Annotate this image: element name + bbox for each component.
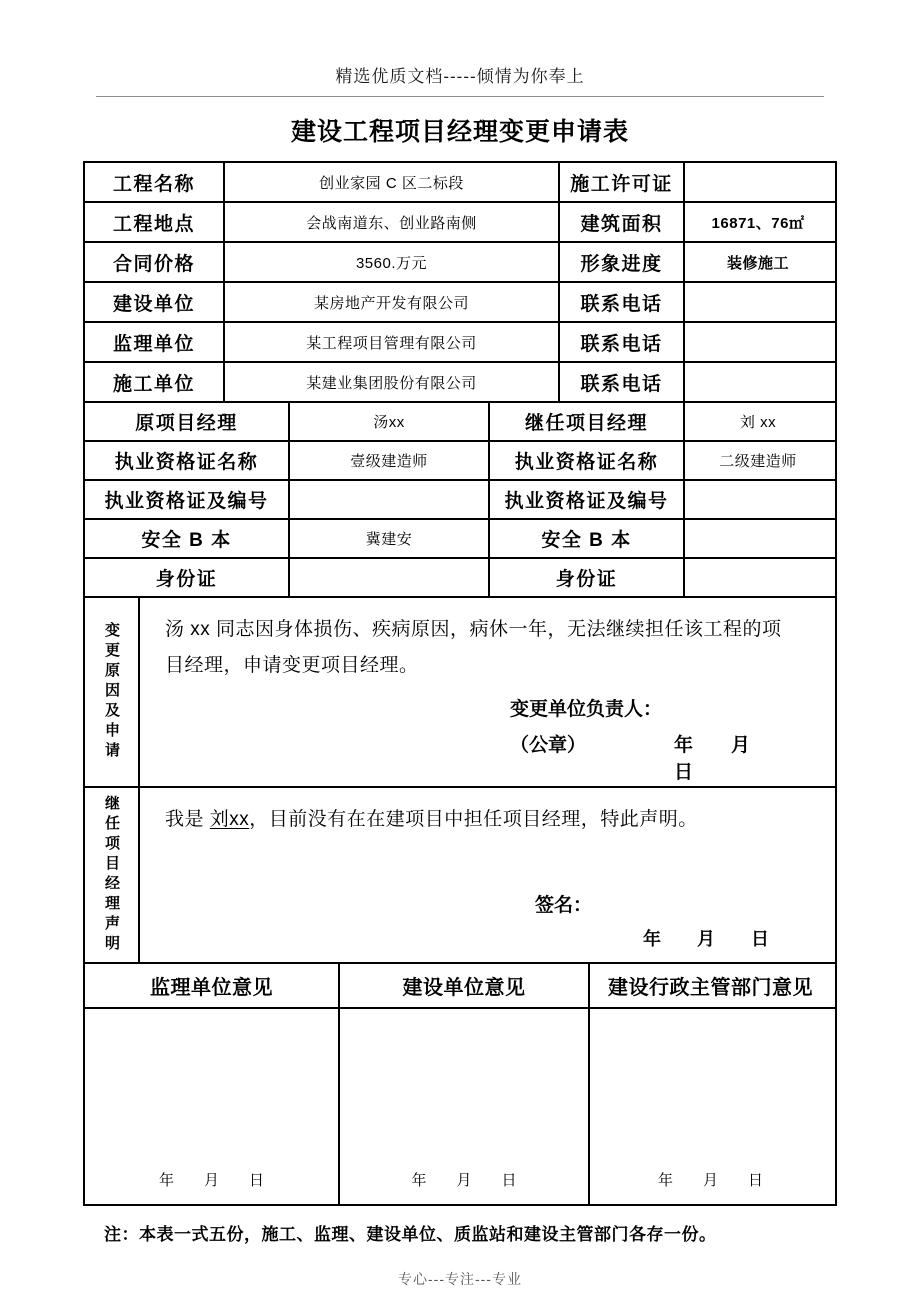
field-value — [685, 323, 831, 361]
change-reason-side-label — [85, 598, 140, 786]
field-value: 装修施工 — [726, 254, 789, 272]
field-label: 工程地点 — [85, 203, 225, 241]
table-row-project-name — [85, 163, 835, 203]
date-placeholder: 年 月 日 — [657, 1172, 763, 1189]
field-label: 身份证 — [490, 559, 685, 596]
field-value — [685, 520, 831, 557]
successor-statement-section — [85, 788, 835, 964]
field-label: 联系电话 — [560, 323, 685, 361]
header-divider — [96, 96, 824, 97]
table-row-id-card — [85, 559, 835, 598]
field-label: 监理单位 — [85, 323, 225, 361]
field-value — [290, 559, 490, 596]
table-row-certificate-name — [85, 442, 835, 481]
field-value: 刘 xx — [739, 414, 777, 431]
table-row-construction-unit — [85, 283, 835, 323]
date-placeholder: 年 月 日 — [643, 929, 769, 950]
vertical-label-text: 变更原因及申请 — [103, 622, 120, 762]
field-value — [685, 559, 831, 596]
field-label: 联系电话 — [560, 363, 685, 401]
field-value: 3560.万元 — [225, 243, 560, 281]
footer-slogan: 专心---专注---专业 — [398, 1271, 522, 1287]
table-row-safety-b — [85, 520, 835, 559]
table-row-managers — [85, 403, 835, 442]
field-label: 施工许可证 — [560, 163, 685, 201]
field-label: 工程名称 — [85, 163, 225, 201]
date-placeholder: 年 月 日 — [674, 735, 789, 784]
statement-prefix: 我是 — [165, 809, 210, 830]
change-signature-block — [165, 694, 793, 784]
field-label: 安全 B 本 — [490, 520, 685, 557]
field-value: 某建业集团股份有限公司 — [225, 363, 560, 401]
field-label: 形象进度 — [560, 243, 685, 281]
supervision-opinion-area — [85, 1009, 340, 1204]
successor-statement-body — [165, 802, 793, 838]
field-value: 16871、76㎡ — [711, 214, 805, 232]
table-row-builder-unit — [85, 363, 835, 403]
successor-statement-side-label — [85, 788, 140, 962]
opinion-headers-row — [85, 964, 835, 1009]
vertical-label-text: 继任项目经理声明 — [103, 795, 120, 955]
header-watermark: 精选优质文档-----倾情为你奉上 — [335, 67, 585, 86]
opinion-body-row — [85, 1009, 835, 1204]
field-label: 建筑面积 — [560, 203, 685, 241]
field-value — [685, 481, 831, 518]
field-value: 某房地产开发有限公司 — [225, 283, 560, 321]
field-value: 创业家园 C 区二标段 — [225, 163, 560, 201]
field-label: 执业资格证及编号 — [490, 481, 685, 518]
field-label: 联系电话 — [560, 283, 685, 321]
supervision-opinion-header: 监理单位意见 — [85, 964, 340, 1007]
field-label: 执业资格证名称 — [490, 442, 685, 479]
responsible-person-label: 变更单位负责人： — [510, 699, 663, 721]
field-label: 身份证 — [85, 559, 290, 596]
successor-statement-content — [140, 788, 831, 962]
field-label: 执业资格证名称 — [85, 442, 290, 479]
field-value: 二级建造师 — [719, 453, 797, 470]
field-label: 原项目经理 — [85, 403, 290, 440]
change-reason-body: 汤 xx 同志因身体损伤、疾病原因，病休一年，无法继续担任该工程的项目经理，申请变更项目经理。 — [165, 619, 782, 677]
field-value — [290, 481, 490, 518]
construction-opinion-header: 建设单位意见 — [340, 964, 590, 1007]
change-reason-section — [85, 598, 835, 788]
successor-name: 刘xx — [209, 809, 250, 830]
form-title: 建设工程项目经理变更申请表 — [290, 118, 629, 146]
official-seal-label: （公章） — [510, 735, 587, 757]
application-form-table — [83, 161, 837, 1206]
field-value — [685, 283, 831, 321]
field-label: 执业资格证及编号 — [85, 481, 290, 518]
field-value: 会战南道东、创业路南侧 — [225, 203, 560, 241]
field-value: 冀建安 — [290, 520, 490, 557]
change-reason-content — [140, 598, 831, 786]
field-label: 合同价格 — [85, 243, 225, 281]
footnote: 注：本表一式五份，施工、监理、建设单位、质监站和建设主管部门各存一份。 — [104, 1225, 717, 1244]
date-placeholder: 年 月 日 — [158, 1172, 264, 1189]
table-row-contract-price — [85, 243, 835, 283]
field-value: 汤xx — [290, 403, 490, 440]
seal-date-line — [510, 730, 793, 784]
authority-opinion-area — [590, 1009, 831, 1204]
field-label: 安全 B 本 — [85, 520, 290, 557]
field-value: 壹级建造师 — [290, 442, 490, 479]
table-row-certificate-number — [85, 481, 835, 520]
field-value — [685, 363, 831, 401]
statement-suffix: ，目前没有在在建项目中担任项目经理，特此声明。 — [249, 809, 698, 830]
field-label: 施工单位 — [85, 363, 225, 401]
field-label: 继任项目经理 — [490, 403, 685, 440]
field-label: 建设单位 — [85, 283, 225, 321]
field-value — [685, 163, 831, 201]
authority-opinion-header: 建设行政主管部门意见 — [608, 977, 813, 999]
table-row-supervision-unit — [85, 323, 835, 363]
table-row-project-location — [85, 203, 835, 243]
signature-label: 签名： — [535, 895, 593, 917]
field-value: 某工程项目管理有限公司 — [225, 323, 560, 361]
date-placeholder: 年 月 日 — [411, 1172, 517, 1189]
construction-opinion-area — [340, 1009, 590, 1204]
